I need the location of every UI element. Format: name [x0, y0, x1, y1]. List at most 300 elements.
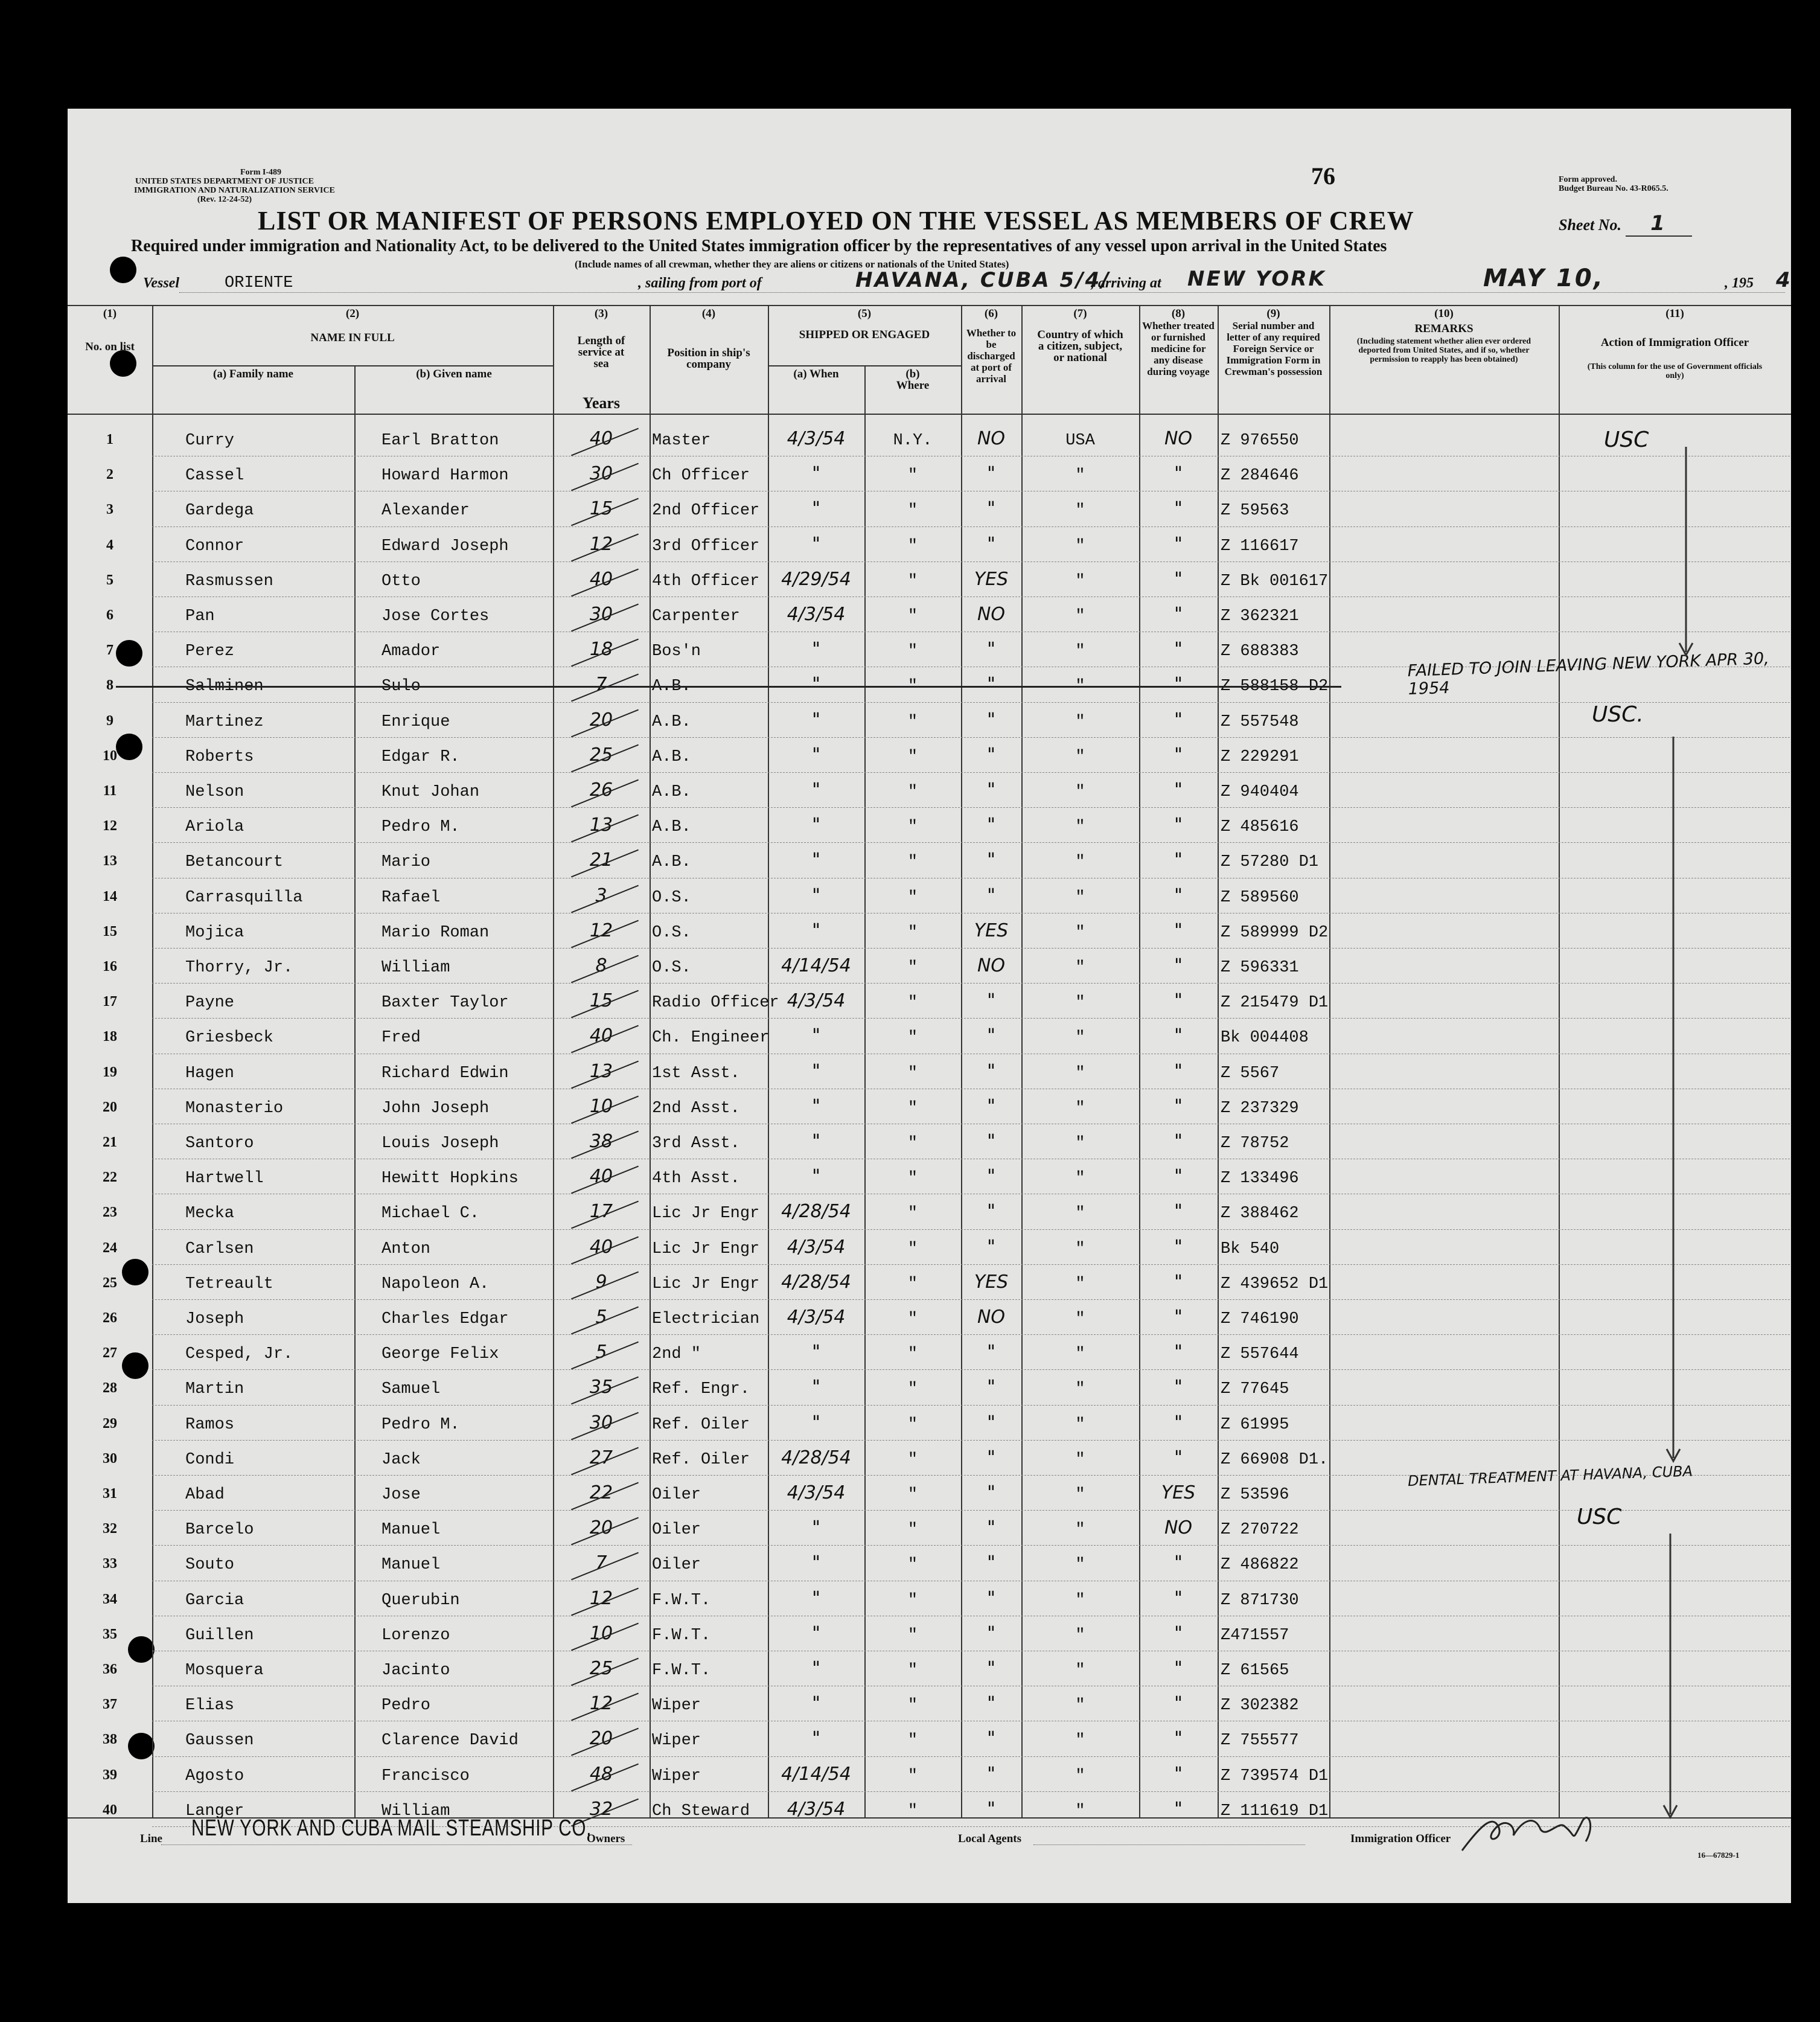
- discharged: NO: [977, 428, 1006, 449]
- discharged: ": [987, 1060, 995, 1082]
- sailing-port: HAVANA, CUBA 5/4/: [855, 268, 1111, 292]
- shipped-when: 4/3/54: [787, 990, 846, 1012]
- shipped-when: ": [812, 1131, 820, 1152]
- treated: ": [1174, 1763, 1183, 1785]
- discharged: NO: [977, 955, 1006, 976]
- shipped-when: 4/3/54: [787, 1798, 846, 1820]
- family-name: Griesbeck: [185, 1029, 273, 1048]
- col5-header: SHIPPED OR ENGAGED: [799, 328, 930, 341]
- treated: ": [1174, 1025, 1183, 1047]
- family-name: Rasmussen: [185, 572, 273, 590]
- given-name: Otto: [382, 572, 421, 590]
- shipped-where: ": [907, 1415, 918, 1434]
- country: ": [1075, 1556, 1085, 1575]
- position: Oiler: [652, 1486, 701, 1504]
- service-years: 12: [589, 1693, 613, 1715]
- table-row: [68, 707, 1791, 742]
- service-years: 18: [589, 639, 613, 661]
- shipped-when: 4/28/54: [781, 1271, 851, 1293]
- treated: ": [1174, 779, 1183, 801]
- position: 3rd Officer: [652, 537, 760, 555]
- shipped-when: ": [812, 709, 820, 731]
- position: 2nd Asst.: [652, 1099, 740, 1118]
- table-row: [68, 1620, 1791, 1656]
- service-years: 20: [589, 709, 613, 731]
- position: F.W.T.: [652, 1591, 711, 1610]
- row-number: 37: [103, 1697, 117, 1713]
- country: ": [1075, 1521, 1085, 1540]
- sailing-label: , sailing from port of: [638, 275, 762, 291]
- discharged: ": [987, 1728, 995, 1750]
- subtitle: Required under immigration and Nationality Act, to be delivered to the United States immigration officer by the representatives of any vessel upon arrival in the United States: [131, 237, 1387, 255]
- discharged: ": [987, 1131, 995, 1152]
- form-service: IMMIGRATION AND NATURALIZATION SERVICE: [134, 186, 335, 195]
- row-number: 17: [103, 994, 117, 1010]
- discharged: ": [987, 1482, 995, 1503]
- treated: ": [1174, 744, 1183, 766]
- service-years: 40: [589, 568, 613, 590]
- treated: ": [1174, 1166, 1183, 1188]
- family-name: Betancourt: [185, 853, 284, 872]
- treated: ": [1174, 1693, 1183, 1715]
- treated: ": [1174, 568, 1183, 590]
- officer-signature: [1456, 1802, 1607, 1863]
- serial-number: Z 589999 D2: [1221, 923, 1329, 942]
- given-name: Edgar R.: [382, 747, 460, 766]
- row-number: 23: [103, 1205, 117, 1221]
- given-name: Hewitt Hopkins: [382, 1169, 519, 1188]
- serial-number: Z 557644: [1221, 1345, 1299, 1364]
- col2b-header: (b) Given name: [416, 368, 492, 380]
- country: ": [1075, 888, 1085, 907]
- serial-number: Z 302382: [1221, 1697, 1299, 1715]
- family-name: Cesped, Jr.: [185, 1345, 293, 1364]
- given-name: Alexander: [382, 502, 470, 520]
- row-number: 33: [103, 1556, 117, 1572]
- given-name: Baxter Taylor: [382, 994, 509, 1013]
- shipped-where: ": [907, 537, 918, 555]
- row-number: 19: [103, 1064, 117, 1080]
- table-row: [68, 1656, 1791, 1691]
- shipped-when: 4/14/54: [781, 955, 851, 976]
- family-name: Roberts: [185, 747, 254, 766]
- country: ": [1075, 1134, 1085, 1153]
- line-label: Line: [140, 1832, 162, 1845]
- country: ": [1075, 747, 1085, 766]
- row-number: 39: [103, 1767, 117, 1783]
- discharged: ": [987, 463, 995, 485]
- service-years: 40: [589, 1236, 613, 1258]
- shipped-where: ": [907, 1521, 918, 1540]
- shipped-where: ": [907, 1486, 918, 1504]
- country: ": [1075, 1802, 1085, 1820]
- country: ": [1075, 1205, 1085, 1223]
- given-name: Clarence David: [382, 1732, 519, 1750]
- country: ": [1075, 712, 1085, 731]
- service-years: 15: [589, 990, 613, 1012]
- col6-number: (6): [984, 307, 998, 320]
- serial-number: Z 976550: [1221, 432, 1299, 450]
- officer-mark: USC: [1577, 1505, 1622, 1529]
- vessel-underline: [179, 292, 1785, 293]
- given-name: Edward Joseph: [382, 537, 509, 555]
- treated: ": [1174, 463, 1183, 485]
- position: 3rd Asst.: [652, 1134, 740, 1153]
- family-name: Connor: [185, 537, 244, 555]
- service-years: 13: [589, 1060, 613, 1082]
- service-years: 30: [589, 1412, 613, 1433]
- service-years: 12: [589, 920, 613, 941]
- table-row: [68, 496, 1791, 531]
- given-name: Anton: [382, 1240, 431, 1258]
- officer-arrows: [1559, 414, 1791, 1820]
- row-number: 21: [103, 1134, 117, 1150]
- given-name: Amador: [382, 642, 441, 661]
- budget-bureau: Budget Bureau No. 43-R065.5.: [1559, 184, 1668, 193]
- position: Ref. Oiler: [652, 1415, 750, 1434]
- discharged: ": [987, 1025, 995, 1047]
- shipped-when: 4/3/54: [787, 1307, 846, 1328]
- country: ": [1075, 1697, 1085, 1715]
- row-number: 38: [103, 1732, 117, 1748]
- given-name: Mario Roman: [382, 923, 490, 942]
- name-subheader-line: [152, 365, 553, 366]
- shipped-where: ": [907, 1626, 918, 1645]
- discharged: ": [987, 709, 995, 731]
- form-department: UNITED STATES DEPARTMENT OF JUSTICE: [135, 177, 314, 186]
- row-number: 7: [106, 642, 113, 659]
- service-years: 38: [589, 1131, 613, 1152]
- table-row: [68, 1691, 1791, 1726]
- form-id: Form I-489: [240, 168, 282, 177]
- country: ": [1075, 1767, 1085, 1785]
- shipped-when: ": [812, 849, 820, 871]
- given-name: Jack: [382, 1450, 421, 1469]
- table-row: [68, 1058, 1791, 1093]
- discharged: ": [987, 744, 995, 766]
- row-number: 36: [103, 1662, 117, 1677]
- col10-note: (Including statement whether alien ever ordered deported from United States, and if so, whether permission to reapply has been obtained): [1356, 337, 1531, 364]
- shipped-when: ": [812, 674, 820, 696]
- service-years: 3: [595, 885, 607, 906]
- position: F.W.T.: [652, 1662, 711, 1680]
- col3-header: Length of service at sea: [577, 334, 625, 370]
- given-name: Lorenzo: [382, 1626, 450, 1645]
- treated: ": [1174, 849, 1183, 871]
- discharged: ": [987, 1552, 995, 1574]
- table-row: [68, 1234, 1791, 1269]
- table-row: [68, 1761, 1791, 1796]
- treated: ": [1174, 1552, 1183, 1574]
- agents-label: Local Agents: [958, 1832, 1022, 1845]
- position: 4th Asst.: [652, 1169, 740, 1188]
- position: Lic Jr Engr: [652, 1275, 760, 1293]
- serial-number: Z 388462: [1221, 1205, 1299, 1223]
- col1-number: (1): [103, 307, 117, 320]
- row-number: 30: [103, 1450, 117, 1467]
- country: ": [1075, 537, 1085, 555]
- country: ": [1075, 853, 1085, 872]
- shipped-where: ": [907, 1732, 918, 1750]
- page-number: 76: [1311, 162, 1335, 190]
- family-name: Martinez: [185, 712, 264, 731]
- shipped-when: 4/3/54: [787, 604, 846, 625]
- shipped-where: ": [907, 1662, 918, 1680]
- serial-number: Z 746190: [1221, 1310, 1299, 1328]
- shipped-where: ": [907, 783, 918, 801]
- country: ": [1075, 677, 1085, 696]
- shipped-when: ": [812, 1728, 820, 1750]
- col3-number: (3): [594, 307, 608, 320]
- position: Wiper: [652, 1767, 701, 1785]
- row-number: 32: [103, 1521, 117, 1537]
- family-name: Hartwell: [185, 1169, 264, 1188]
- family-name: Elias: [185, 1697, 235, 1715]
- table-row: [68, 847, 1791, 882]
- col7-number: (7): [1073, 307, 1087, 320]
- treated: ": [1174, 1587, 1183, 1609]
- family-name: Mosquera: [185, 1662, 264, 1680]
- service-years: 40: [589, 1166, 613, 1188]
- position: A.B.: [652, 747, 691, 766]
- family-name: Tetreault: [185, 1275, 273, 1293]
- shipped-where: ": [907, 1310, 918, 1328]
- treated: ": [1174, 533, 1183, 555]
- strike-through-line: [116, 686, 1341, 688]
- treated: ": [1174, 1095, 1183, 1117]
- service-years: 20: [589, 1517, 613, 1539]
- shipped-when: ": [812, 463, 820, 485]
- treated: ": [1174, 1060, 1183, 1082]
- shipped-when: ": [812, 1342, 820, 1363]
- row-number: 9: [106, 712, 113, 729]
- shipped-where: ": [907, 642, 918, 661]
- shipped-where: ": [907, 1802, 918, 1820]
- officer-label: Immigration Officer: [1350, 1832, 1451, 1845]
- family-name: Ramos: [185, 1415, 235, 1434]
- page-title: LIST OR MANIFEST OF PERSONS EMPLOYED ON THE VESSEL AS MEMBERS OF CREW: [258, 206, 1414, 235]
- years-label: Years: [582, 394, 621, 412]
- include-note: (Include names of all crewman, whether they are aliens or citizens or nationals of the United States): [575, 258, 1009, 270]
- service-years: 13: [589, 814, 613, 836]
- serial-number: Z 485616: [1221, 818, 1299, 837]
- shipped-where: ": [907, 502, 918, 520]
- shipped-where: ": [907, 1205, 918, 1223]
- table-row: [68, 953, 1791, 988]
- service-years: 48: [589, 1763, 613, 1785]
- country: ": [1075, 1380, 1085, 1399]
- shipped-when: ": [812, 1377, 820, 1398]
- serial-number: Z 284646: [1221, 467, 1299, 485]
- shipped-when: ": [812, 920, 820, 941]
- country: ": [1075, 467, 1085, 485]
- given-name: Jose Cortes: [382, 607, 490, 625]
- family-name: Payne: [185, 994, 235, 1013]
- table-top-line: [68, 305, 1791, 306]
- shipped-when: 4/14/54: [781, 1763, 851, 1785]
- service-years: 17: [589, 1201, 613, 1223]
- treated: ": [1174, 955, 1183, 976]
- given-name: Michael C.: [382, 1205, 480, 1223]
- service-years: 5: [595, 1342, 607, 1363]
- family-name: Guillen: [185, 1626, 254, 1645]
- row-number: 31: [103, 1486, 117, 1502]
- discharged: YES: [974, 920, 1009, 941]
- shipped-where: ": [907, 1240, 918, 1258]
- treated: ": [1174, 920, 1183, 941]
- shipped-when: ": [812, 1693, 820, 1715]
- row-number: 4: [106, 537, 113, 553]
- serial-number: Z Bk 001617: [1221, 572, 1329, 590]
- shipped-where: ": [907, 853, 918, 872]
- shipped-when: ": [812, 1658, 820, 1679]
- table-row: [68, 1023, 1791, 1058]
- treated: ": [1174, 1622, 1183, 1644]
- serial-number: Z 940404: [1221, 783, 1299, 801]
- year-prefix: , 195: [1725, 275, 1754, 291]
- position: Ch Steward: [652, 1802, 750, 1820]
- row-number: 3: [106, 502, 113, 518]
- treated: ": [1174, 1131, 1183, 1152]
- serial-number: Z 59563: [1221, 502, 1289, 520]
- treated: ": [1174, 1798, 1183, 1820]
- col9-header: Serial number and letter of any required Foreign Service or Immigration Form in Crewman's possession: [1224, 320, 1323, 377]
- discharged: ": [987, 1377, 995, 1398]
- discharged: ": [987, 1201, 995, 1223]
- shipped-when: ": [812, 1060, 820, 1082]
- discharged: NO: [977, 1307, 1006, 1328]
- serial-number: Z 739574 D1: [1221, 1767, 1329, 1785]
- col11-number: (11): [1665, 307, 1684, 320]
- agents-underline: [1033, 1844, 1305, 1845]
- treated: ": [1174, 1412, 1183, 1433]
- position: Wiper: [652, 1697, 701, 1715]
- family-name: Mojica: [185, 923, 244, 942]
- family-name: Hagen: [185, 1064, 235, 1083]
- discharged: ": [987, 779, 995, 801]
- position: 1st Asst.: [652, 1064, 740, 1083]
- service-years: 30: [589, 604, 613, 625]
- table-row: [68, 1550, 1791, 1585]
- treated: ": [1174, 604, 1183, 625]
- family-name: Abad: [185, 1486, 225, 1504]
- treated: ": [1174, 1447, 1183, 1468]
- row-number: 40: [103, 1802, 117, 1818]
- family-name: Pan: [185, 607, 215, 625]
- country: ": [1075, 1450, 1085, 1469]
- year-suffix: 4: [1776, 268, 1792, 292]
- country: ": [1075, 1415, 1085, 1434]
- table-row: [68, 988, 1791, 1023]
- form-info: [134, 168, 335, 204]
- treated: ": [1174, 674, 1183, 696]
- table-row: [68, 1163, 1791, 1198]
- position: Ch. Engineer: [652, 1029, 770, 1048]
- col11-note: (This column for the use of Government officials only): [1587, 362, 1763, 380]
- row-number: 26: [103, 1310, 117, 1326]
- serial-number: Z 688383: [1221, 642, 1299, 661]
- given-name: Manuel: [382, 1556, 441, 1575]
- given-name: Napoleon A.: [382, 1275, 490, 1293]
- family-name: Carrasquilla: [185, 888, 303, 907]
- remark-row-8: FAILED TO JOIN LEAVING NEW YORK APR 30, 1954: [1407, 649, 1770, 699]
- shipped-where: ": [907, 467, 918, 485]
- position: O.S.: [652, 888, 691, 907]
- position: Bos'n: [652, 642, 701, 661]
- given-name: William: [382, 1802, 450, 1820]
- family-name: Carlsen: [185, 1240, 254, 1258]
- footer: [68, 1816, 1791, 1881]
- serial-number: Z 588158 D2: [1221, 677, 1329, 696]
- family-name: Monasterio: [185, 1099, 284, 1118]
- serial-number: Z 215479 D1: [1221, 994, 1329, 1013]
- table-row: [68, 1585, 1791, 1620]
- position: Wiper: [652, 1732, 701, 1750]
- service-years: 22: [589, 1482, 613, 1503]
- form-revision: (Rev. 12-24-52): [197, 195, 252, 204]
- shipped-when: ": [812, 1622, 820, 1644]
- row-number: 8: [106, 677, 113, 694]
- treated: ": [1174, 1377, 1183, 1398]
- given-name: Enrique: [382, 712, 450, 731]
- position: O.S.: [652, 923, 691, 942]
- row-number: 34: [103, 1591, 117, 1607]
- shipped-where: ": [907, 888, 918, 907]
- row-number: 12: [103, 818, 117, 834]
- table-row: [68, 1515, 1791, 1550]
- serial-number: Z471557: [1221, 1626, 1289, 1645]
- col8-header: Whether treated or furnished medicine for any disease during voyage: [1142, 320, 1215, 377]
- serial-number: Z 111619 D1: [1221, 1802, 1329, 1820]
- service-years: 35: [589, 1377, 613, 1398]
- country: ": [1075, 642, 1085, 661]
- shipped-when: 4/3/54: [787, 1482, 846, 1503]
- position: A.B.: [652, 818, 691, 837]
- row-number: 24: [103, 1240, 117, 1256]
- given-name: Louis Joseph: [382, 1134, 499, 1153]
- given-name: Querubin: [382, 1591, 460, 1610]
- shipped-where: ": [907, 747, 918, 766]
- service-years: 25: [589, 744, 613, 766]
- position: A.B.: [652, 783, 691, 801]
- service-years: 12: [589, 1587, 613, 1609]
- family-name: Thorry, Jr.: [185, 959, 293, 977]
- shipped-when: ": [812, 1095, 820, 1117]
- row-number: 11: [103, 783, 117, 799]
- shipped-when: ": [812, 1587, 820, 1609]
- position: Electrician: [652, 1310, 760, 1328]
- service-years: 40: [589, 1025, 613, 1047]
- shipped-where: ": [907, 607, 918, 625]
- serial-number: Z 557548: [1221, 712, 1299, 731]
- service-years: 7: [595, 674, 607, 696]
- shipped-where: N.Y.: [893, 432, 933, 450]
- shipped-when: ": [812, 639, 820, 661]
- arriving-port: NEW YORK: [1187, 267, 1326, 291]
- family-name: Nelson: [185, 783, 244, 801]
- shipped-where: ": [907, 1099, 918, 1118]
- country: ": [1075, 1662, 1085, 1680]
- shipped-when: ": [812, 498, 820, 520]
- officer-mark: USC.: [1592, 702, 1644, 727]
- country: ": [1075, 959, 1085, 977]
- shipped-where: ": [907, 572, 918, 590]
- serial-number: Z 362321: [1221, 607, 1299, 625]
- manifest-sheet: [68, 109, 1791, 1903]
- given-name: Samuel: [382, 1380, 441, 1399]
- col10-header: REMARKS: [1414, 322, 1474, 335]
- col4-number: (4): [701, 307, 716, 320]
